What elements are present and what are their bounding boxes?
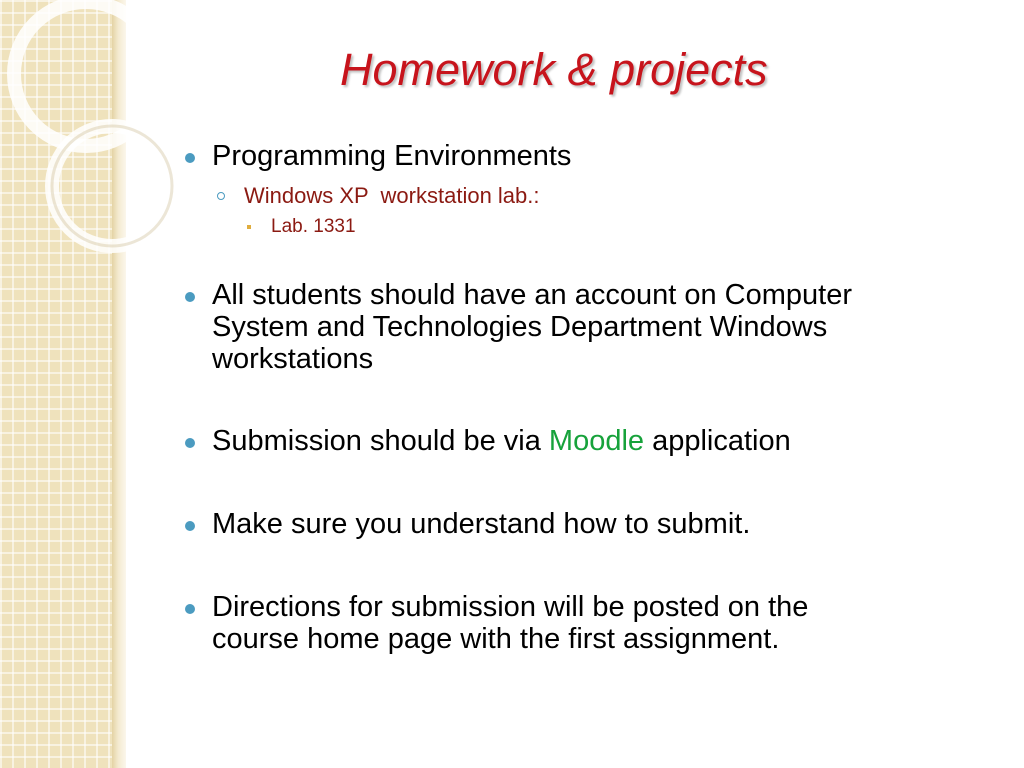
bullet-line: System and Technologies Department Windows [212, 311, 828, 343]
bullet-understand-submit [212, 508, 750, 540]
bullet-text-after: application [644, 425, 791, 457]
bullet-dot-icon [185, 438, 195, 448]
bullet-student-accounts [212, 279, 852, 375]
bullet-line: workstations [212, 343, 374, 375]
bullet-text: Make sure you understand how to submit. [212, 508, 751, 540]
ring-bullet-icon [217, 192, 225, 200]
bullet-dot-icon [185, 153, 195, 163]
sub-sub-bullet-lab [271, 216, 356, 238]
bullet-directions [212, 591, 808, 655]
bullet-dot-icon [185, 292, 195, 302]
bullet-line: All students should have an account on Computer [212, 279, 853, 311]
bullet-line: Directions for submission will be posted on the [212, 591, 809, 623]
bullet-text-before: Submission should be via [212, 425, 549, 457]
bullet-text: Programming Environments [212, 140, 572, 172]
slide-title: Homework & projects [340, 44, 768, 95]
moodle-highlight: Moodle [548, 425, 645, 457]
sub-bullet-windows-xp [244, 183, 540, 209]
bullet-submission-moodle [212, 425, 791, 457]
square-bullet-icon [247, 225, 251, 229]
bullet-dot-icon [185, 521, 195, 531]
bullet-dot-icon [185, 604, 195, 614]
bullet-text: Lab. 1331 [271, 216, 356, 237]
bullet-line: course home page with the first assignment. [212, 623, 780, 655]
bullet-programming-environments [212, 140, 571, 172]
bullet-text: Windows XP workstation lab.: [244, 183, 540, 208]
